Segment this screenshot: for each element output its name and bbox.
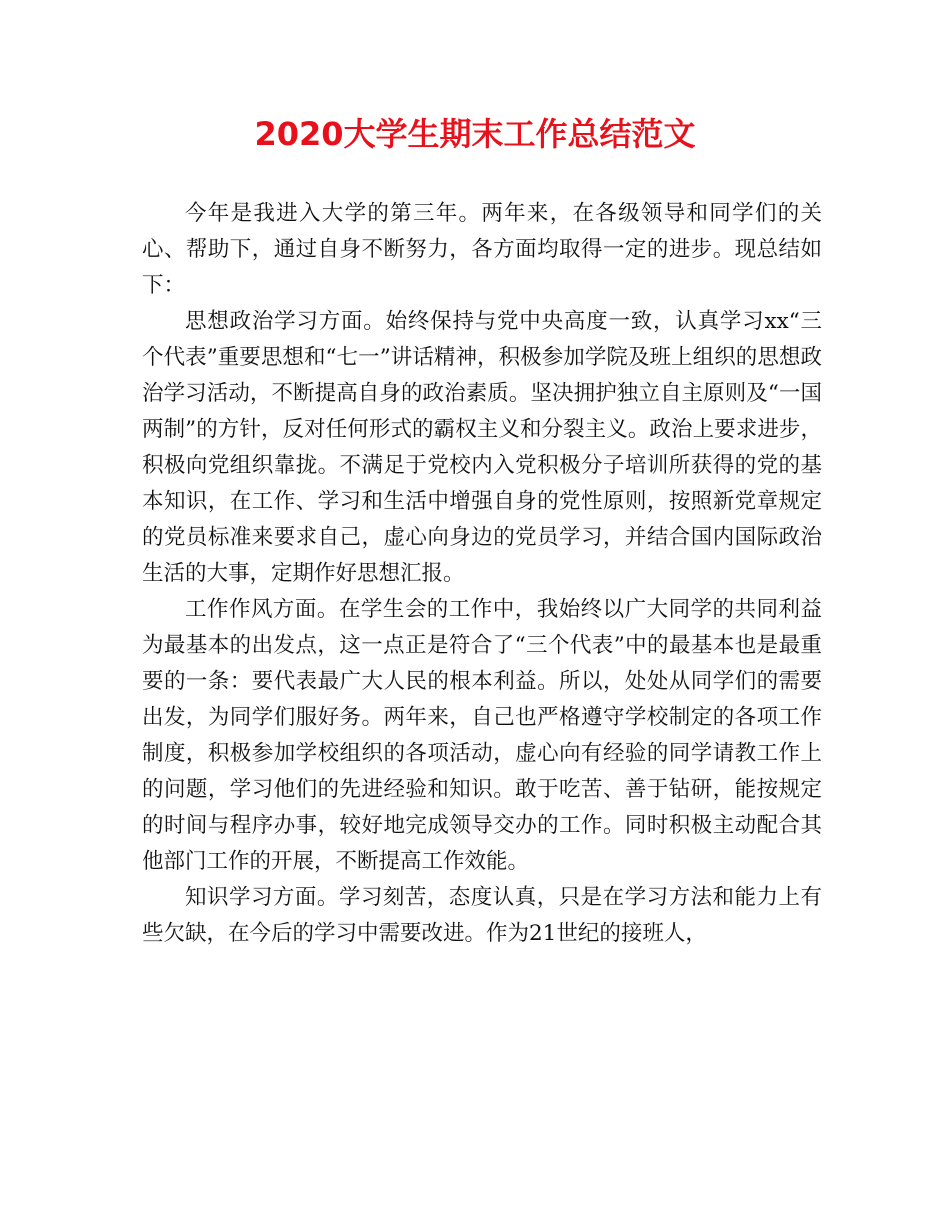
paragraph-intro: 今年是我进入大学的第三年。两年来，在各级领导和同学们的关心、帮助下，通过自身不断努力，各方面均取得一定的进步。现总结如下： [142, 201, 822, 298]
paragraph-work-style: 工作作风方面。在学生会的工作中，我始终以广大同学的共同利益为最基本的出发点，这一点正是符合了“三个代表”中的最基本也是最重要的一条：要代表最广大人民的根本利益。所以，处处从同学们的需要出发，为同学们服好务。两年来，自己也严格遵守学校制定的各项工作制度，积极参加学校组织的各项活动，虚心向有经验的同学请教工作上的问题，学习他们的先进经验和知识。敢于吃苦、善于钻研，能按规定的时间与程序办事，较好地完成领导交办的工作。同时积极主动配合其他部门工作的开展，不断提高工作效能。 [142, 597, 822, 874]
paragraph-political-study: 思想政治学习方面。始终保持与党中央高度一致，认真学习xx“三个代表”重要思想和“七一”讲话精神，积极参加学院及班上组织的思想政治学习活动，不断提高自身的政治素质。坚决拥护独立自主原则及“一国两制”的方针，反对任何形式的霸权主义和分裂主义。政治上要求进步，积极向党组织靠拢。不满足于党校内入党积极分子培训所获得的党的基本知识，在工作、学习和生活中增强自身的党性原则，按照新党章规定的党员标准来要求自己，虚心向身边的党员学习，并结合国内国际政治生活的大事，定期作好思想汇报。 [142, 309, 822, 586]
paragraph-knowledge-study: 知识学习方面。学习刻苦，态度认真，只是在学习方法和能力上有些欠缺，在今后的学习中需要改进。作为21世纪的接班人， [142, 885, 822, 946]
document-body [142, 196, 822, 952]
document-title: 2020大学生期末工作总结范文 [254, 115, 696, 153]
